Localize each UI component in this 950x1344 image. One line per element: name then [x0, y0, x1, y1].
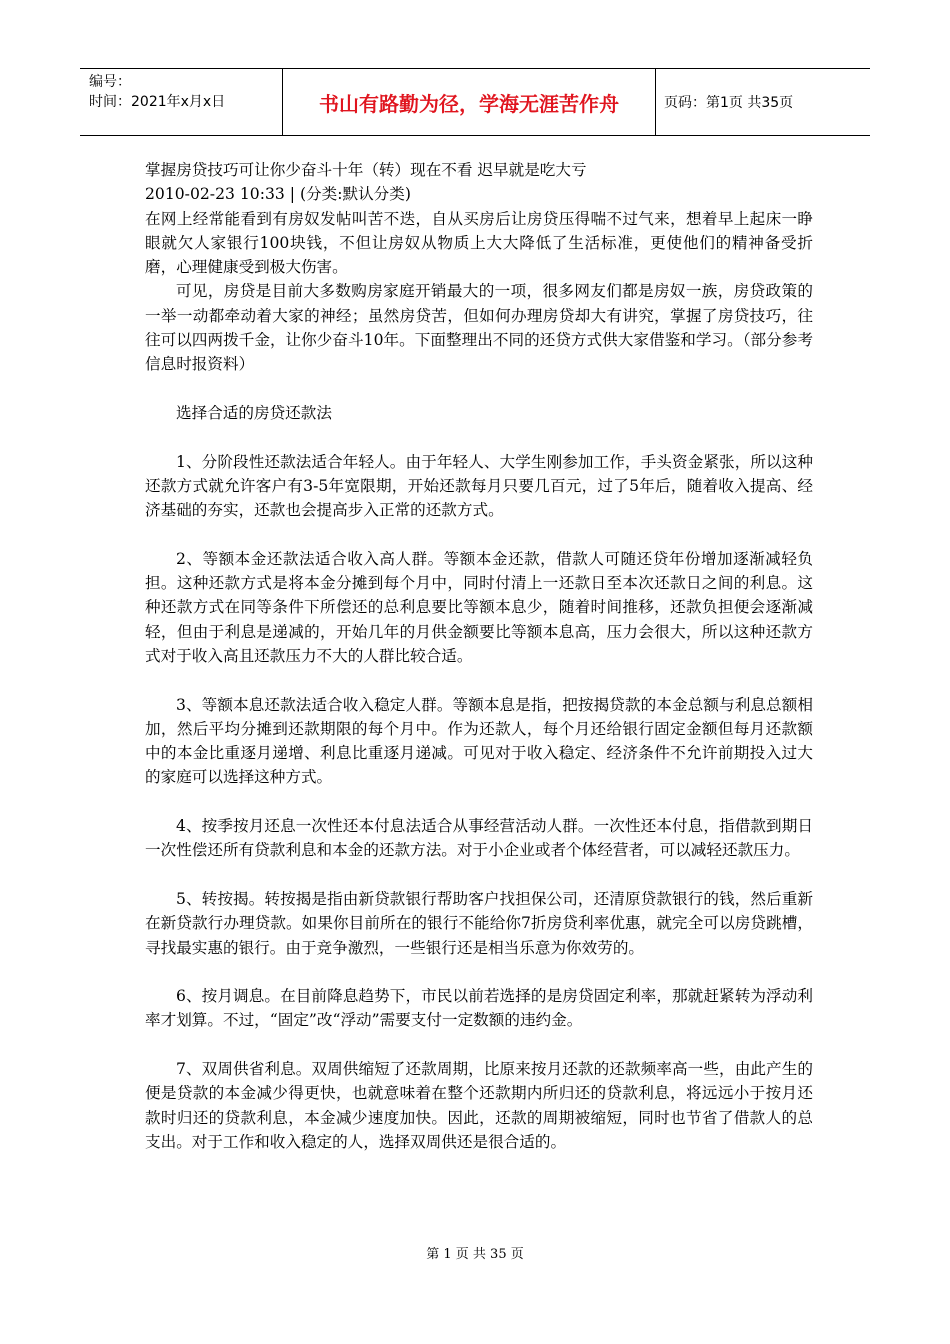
paragraph-gap: [145, 1033, 813, 1057]
page-header: [80, 68, 870, 136]
header-motto: 书山有路勤为径，学海无涯苦作舟: [319, 91, 619, 116]
section-title: 选择合适的房贷还款法: [176, 403, 332, 422]
header-info-cell: [80, 69, 282, 135]
paragraph-gap: [145, 522, 813, 546]
footer-page-number: 第 1 页 共 35 页: [426, 1247, 524, 1262]
header-page-cell: [656, 69, 870, 135]
method-paragraph-3: 3、等额本息还款法适合收入稳定人群。等额本息是指，把按揭贷款的本金总额与利息总额相加，然后平均分摊到还款期限的每个月中。作为还款人，每个月还给银行固定金额但每月还款额中的本金比重逐月递增、利息比重逐月递减。可见对于收入稳定、经济条件不允许前期投入过大的家庭可以选择这种方式。: [145, 695, 813, 787]
intro-paragraph-1: 在网上经常能看到有房奴发帖叫苦不迭，自从买房后让房贷压得喘不过气来，想着早上起床一睁眼就欠人家银行100块钱，不但让房奴从物质上大大降低了生活标准，更使他们的精神备受折磨，心理健康受到极大伤害。: [145, 209, 813, 277]
article-body: [145, 158, 813, 1154]
method-paragraph-4: 4、按季按月还息一次性还本付息法适合从事经营活动人群。一次性还本付息，指借款到期日一次性偿还所有贷款利息和本金的还款方法。对于小企业或者个体经营者，可以减轻还款压力。: [145, 817, 813, 860]
method-paragraph-2: 2、等额本金还款法适合收入高人群。等额本金还款，借款人可随还贷年份增加逐渐减轻负担。这种还款方式是将本金分摊到每个月中，同时付清上一还款日至本次还款日之间的利息。这种还款方式在同等条件下所偿还的总利息要比等额本息少，随着时间推移，还款负担便会逐渐减轻，但由于利息是递减的，开始几年的月供金额要比等额本息高，压力会很大，所以这种还款方式对于收入高且还款压力不大的人群比较合适。: [145, 549, 813, 665]
article-title: 掌握房贷技巧可让你少奋斗十年（转）现在不看 迟早就是吃大亏: [145, 161, 587, 179]
paragraph-gap: [145, 863, 813, 887]
paragraph-gap: [145, 960, 813, 984]
paragraph-gap: [145, 790, 813, 814]
article-meta: 2010-02-23 10:33 | (分类:默认分类): [145, 185, 411, 204]
method-paragraph-7: 7、双周供省利息。双周供缩短了还款周期，比原来按月还款的还款频率高一些，由此产生的便是贷款的本金减少得更快，也就意味着在整个还款期内所归还的贷款利息，将远远小于按月还款时归还的贷款利息，本金减少速度加快。因此，还款的周期被缩短，同时也节省了借款人的总支出。对于工作和收入稳定的人，选择双周供还是很合适的。: [145, 1059, 813, 1151]
document-time-label: 时间：2021年x月x日: [89, 94, 226, 110]
intro-paragraph-2: 可见，房贷是目前大多数购房家庭开销最大的一项，很多网友们都是房奴一族，房贷政策的一举一动都牵动着大家的神经；虽然房贷苦，但如何办理房贷却大有讲究，掌握了房贷技巧，往往可以四两拨千金，让你少奋斗10年。下面整理出不同的还贷方式供大家借鉴和学习。（部分参考信息时报资料）: [145, 282, 813, 374]
paragraph-gap: [145, 425, 813, 449]
paragraph-gap: [145, 668, 813, 692]
header-page-number: 页码：第1页 共35页: [664, 95, 794, 111]
page-footer: [0, 1243, 950, 1262]
header-motto-cell: [282, 69, 656, 135]
method-paragraph-1: 1、分阶段性还款法适合年轻人。由于年轻人、大学生刚参加工作，手头资金紧张，所以这种还款方式就允许客户有3-5年宽限期，开始还款每月只要几百元，过了5年后，随着收入提高、经济基础的夯实，还款也会提高步入正常的还款方式。: [145, 452, 813, 520]
method-paragraph-5: 5、转按揭。转按揭是指由新贷款银行帮助客户找担保公司，还清原贷款银行的钱，然后重新在新贷款行办理贷款。如果你目前所在的银行不能给你7折房贷利率优惠，就完全可以房贷跳槽，寻找最实惠的银行。由于竞争激烈，一些银行还是相当乐意为你效劳的。: [145, 889, 813, 957]
method-paragraph-6: 6、按月调息。在目前降息趋势下，市民以前若选择的是房贷固定利率，那就赶紧转为浮动利率才划算。不过，“固定”改“浮动”需要支付一定数额的违约金。: [145, 987, 813, 1030]
paragraph-gap: [145, 377, 813, 401]
document-number-label: 编号：: [89, 74, 131, 90]
